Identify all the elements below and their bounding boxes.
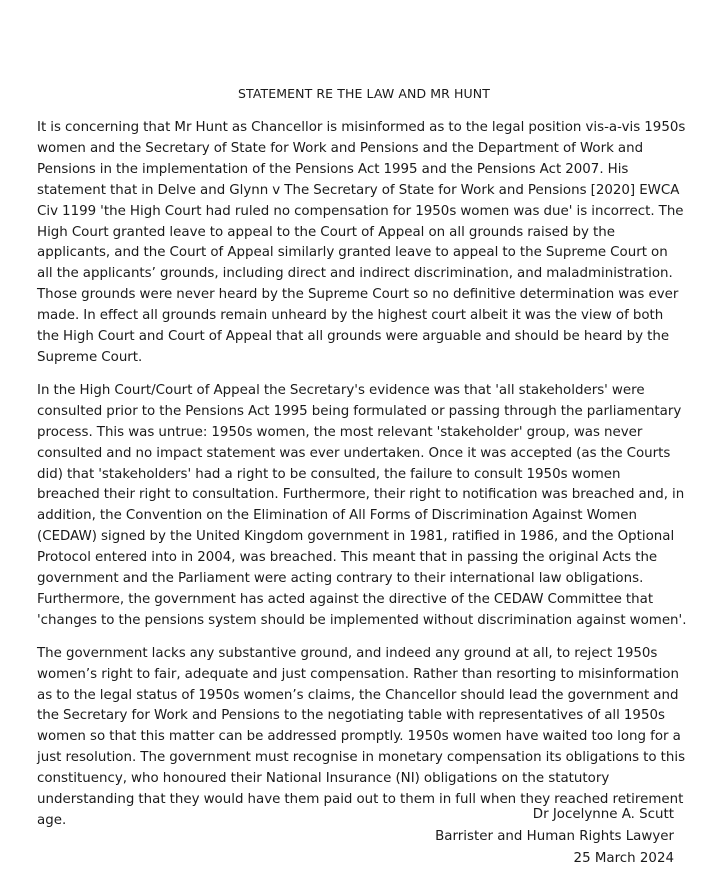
statement-date: 25 March 2024 <box>573 851 674 866</box>
signatory-role: Barrister and Human Rights Lawyer <box>435 829 674 844</box>
paragraph-legal-position: It is concerning that Mr Hunt as Chancellor is misinformed as to the legal position vis-a-vis 1950s women and the Secretary of State for Work and Pensions and the Department of Work and Pensions in the implementation of the Pensions Act 1995 and the Pensions Act 2007. His statement that in Delve and Glynn v The Secretary of State for Work and Pensions [2020] EWCA Civ 1199 'the High Court had ruled no compensation for 1950s women was due' is incorrect. The High Court granted leave to appeal to the Court of Appeal on all grounds raised by the applicants, and the Court of Appeal similarly granted leave to appeal to the Supreme Court on all the applicants’ grounds, including direct and indirect discrimination, and maladministration. Those grounds were never heard by the Supreme Court so no definitive determination was ever made. In effect all grounds remain unheard by the highest court albeit it was the view of both the High Court and Court of Appeal that all grounds were arguable and should be heard by the Supreme Court. <box>37 120 686 365</box>
paragraph-compensation: The government lacks any substantive ground, and indeed any ground at all, to reject 1950s women’s right to fair, adequate and just compensation. Rather than resorting to misinformation as to the legal status of 1950s women’s claims, the Chancellor should lead the government and the Secretary for Work and Pensions to the negotiating table with representatives of all 1950s women so that this matter can be addressed promptly. 1950s women have waited too long for a just resolution. The government must recognise in monetary compensation its obligations to this constituency, who honoured their National Insurance (NI) obligations on the statutory understanding that they would have them paid out to them in full when they reached retirement age. <box>37 645 686 828</box>
paragraph-consultation: In the High Court/Court of Appeal the Secretary's evidence was that 'all stakeholders' were consulted prior to the Pensions Act 1995 being formulated or passing through the parliamentary process. This was untrue: 1950s women, the most relevant 'stakeholder' group, was never consulted and no impact statement was ever undertaken. Once it was accepted (as the Courts did) that 'stakeholders' had a right to be consulted, the failure to consult 1950s women breached their right to consultation. Furthermore, their right to notification was breached and, in addition, the Convention on the Elimination of All Forms of Discrimination Against Women (CEDAW) signed by the United Kingdom government in 1981, ratified in 1986, and the Optional Protocol entered into in 2004, was breached. This meant that in passing the original Acts the government and the Parliament were acting contrary to their international law obligations. Furthermore, the government has acted against the directive of the CEDAW Committee that 'changes to the pensions system should be implemented without discrimination against women'. <box>37 382 687 628</box>
document-title: STATEMENT RE THE LAW AND MR HUNT <box>238 86 490 101</box>
signature-block <box>435 804 674 870</box>
signatory-name: Dr Jocelynne A. Scutt <box>532 807 674 822</box>
